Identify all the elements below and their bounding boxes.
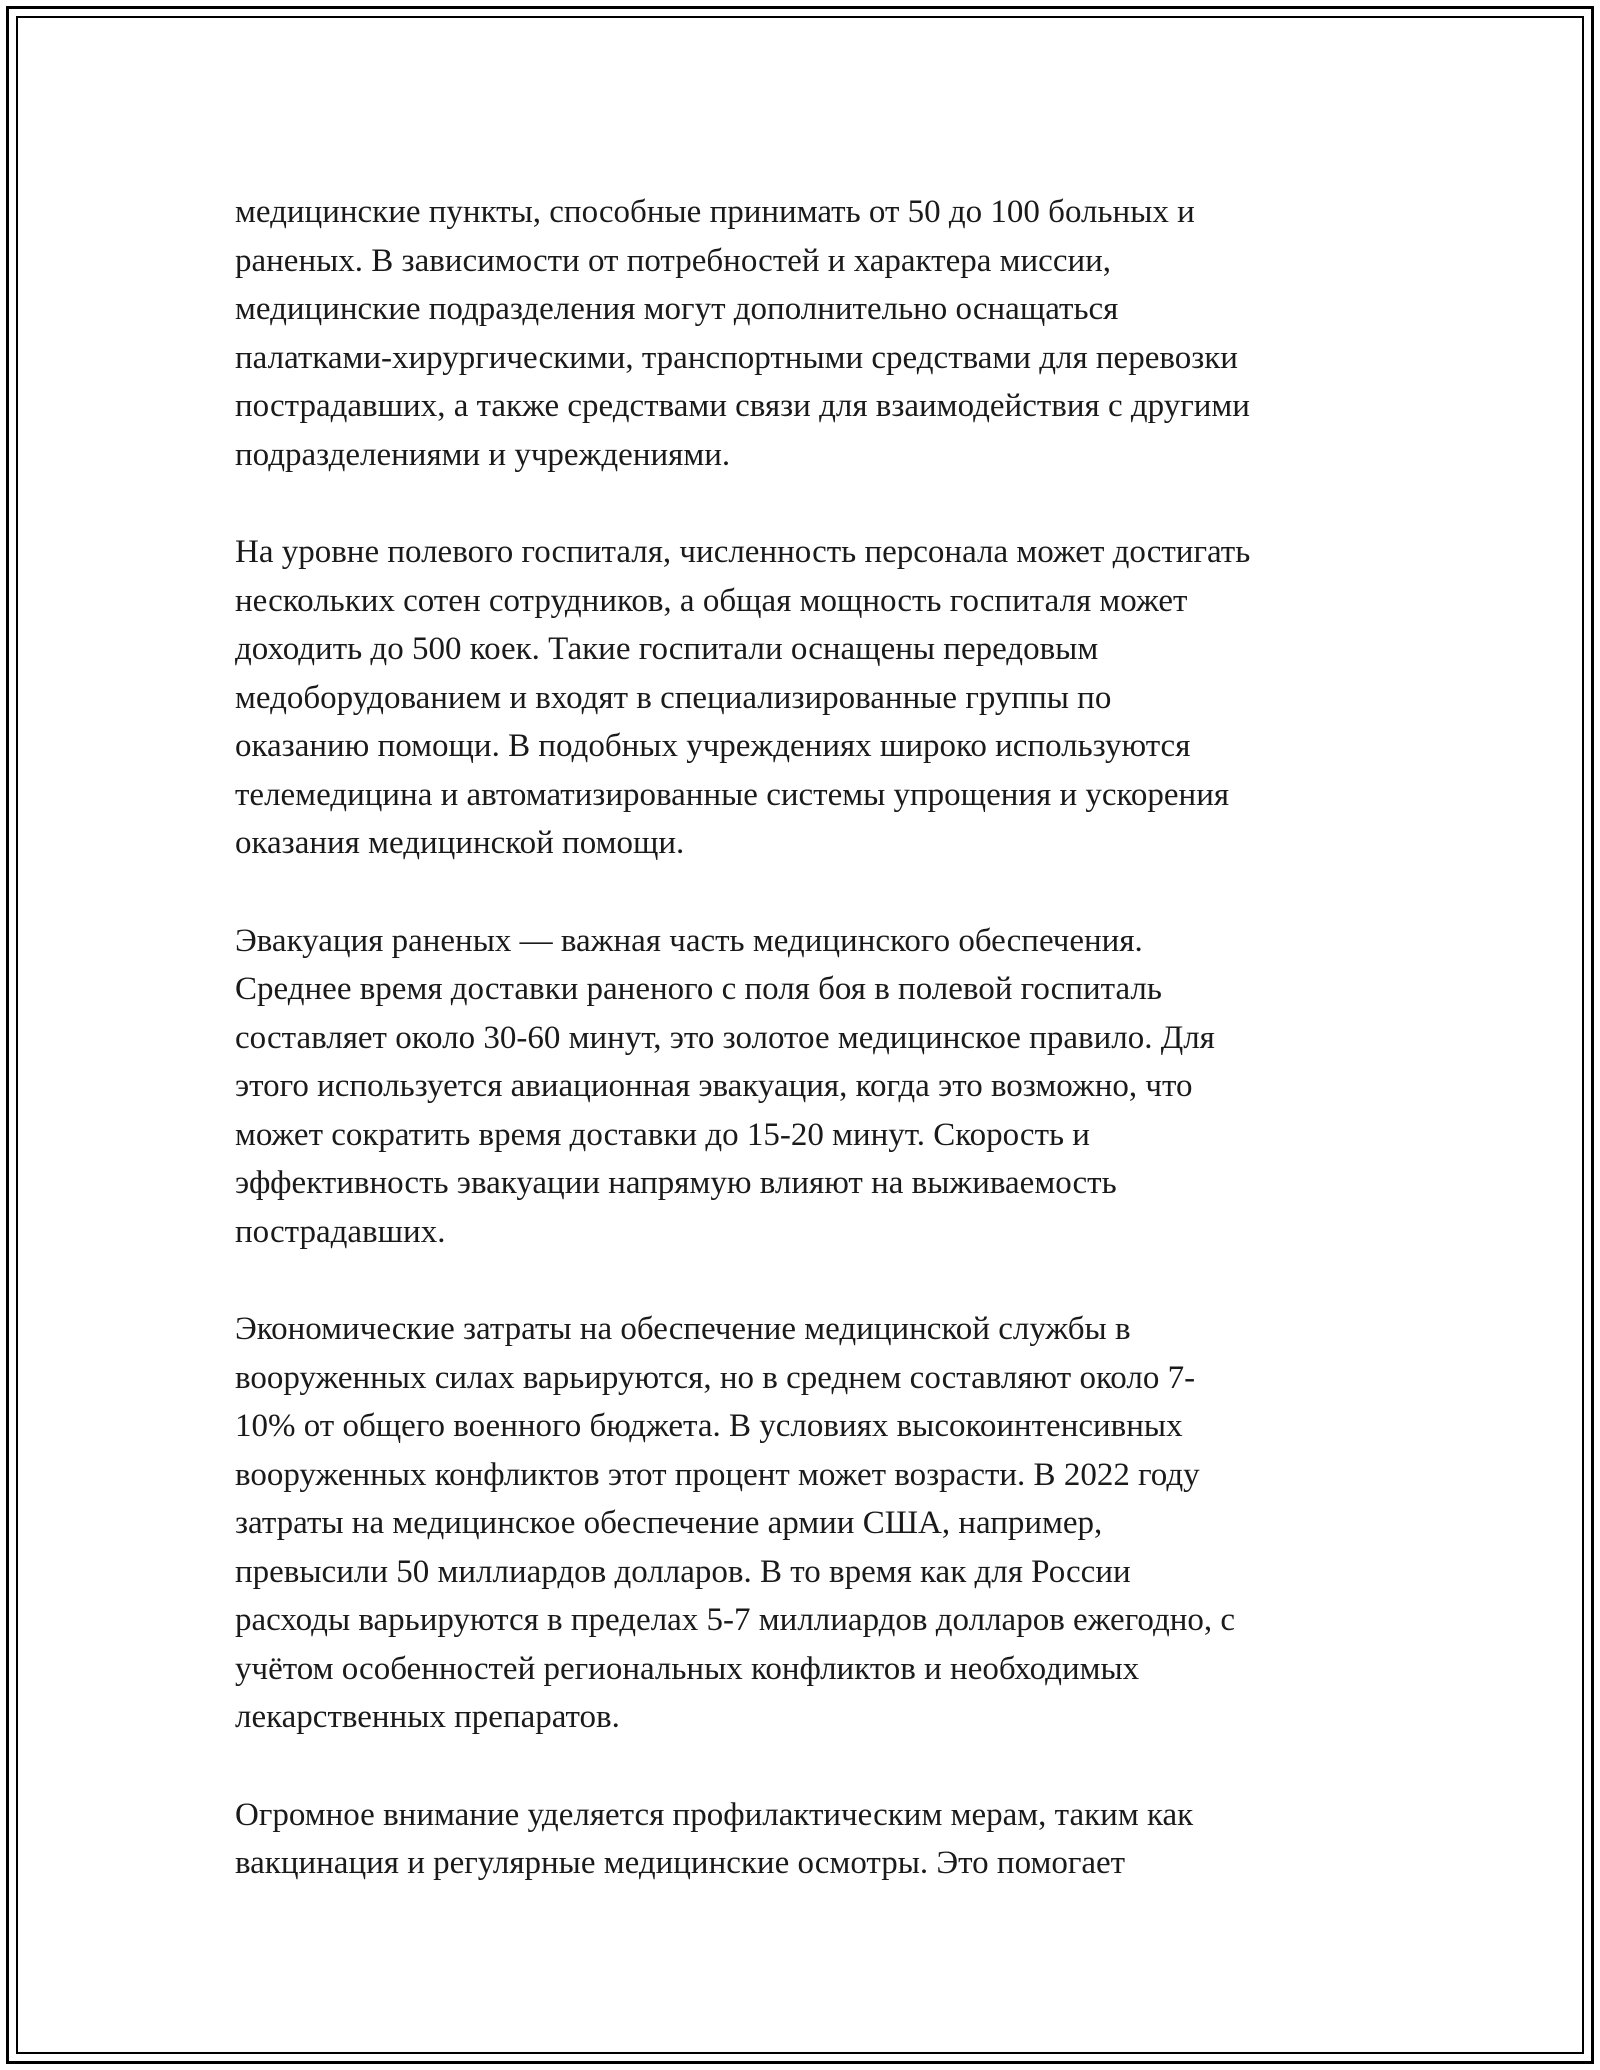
- text-line: нескольких сотен сотрудников, а общая мощность госпиталя может: [235, 582, 1188, 619]
- text-line: эффективность эвакуации напрямую влияют на выживаемость: [235, 1165, 1117, 1201]
- text-line: палатками-хирургическими, транспортными средствами для перевозки: [235, 339, 1238, 376]
- text-line: вооруженных конфликтов этот процент может возрасти. В 2022 году: [235, 1456, 1200, 1493]
- text-line: учётом особенностей региональных конфликтов и необходимых: [235, 1650, 1140, 1687]
- text-line: раненых. В зависимости от потребностей и характера миссии,: [235, 242, 1112, 279]
- text-line: лекарственных препаратов.: [235, 1699, 620, 1735]
- text-line: может сократить время доставки до 15-20 минут. Скорость и: [235, 1116, 1090, 1153]
- text-line: На уровне полевого госпиталя, численность персонала может достигать: [235, 534, 1251, 570]
- text-line: Среднее время доставки раненого с поля боя в полевой госпиталь: [235, 971, 1162, 1007]
- text-line: оказанию помощи. В подобных учреждениях широко используются: [235, 728, 1191, 764]
- paragraph-economic-costs: [235, 1305, 1385, 1742]
- text-line: вакцинация и регулярные медицинские осмотры. Это помогает: [235, 1845, 1126, 1881]
- paragraph-field-hospital: [235, 528, 1385, 868]
- paragraph-evacuation: [235, 917, 1385, 1257]
- text-line: оказания медицинской помощи.: [235, 825, 685, 861]
- text-line: этого используется авиационная эвакуация, когда это возможно, что: [235, 1068, 1193, 1104]
- text-line: подразделениями и учреждениями.: [235, 436, 731, 473]
- text-line: составляет около 30-60 минут, это золотое медицинское правило. Для: [235, 1019, 1215, 1056]
- text-line: медицинские пункты, способные принимать от 50 до 100 больных и: [235, 194, 1195, 230]
- text-line: пострадавших, а также средствами связи для взаимодействия с другими: [235, 388, 1250, 424]
- paragraph-prevention: [235, 1791, 1385, 1888]
- text-line: 10% от общего военного бюджета. В условиях высокоинтенсивных: [235, 1408, 1183, 1444]
- text-line: превысили 50 миллиардов долларов. В то время как для России: [235, 1553, 1131, 1590]
- paragraph-medical-points: [235, 188, 1385, 479]
- text-line: доходить до 500 коек. Такие госпитали оснащены передовым: [235, 631, 1099, 667]
- text-line: пострадавших.: [235, 1213, 446, 1250]
- text-line: медицинские подразделения могут дополнительно оснащаться: [235, 291, 1119, 327]
- text-line: телемедицина и автоматизированные системы упрощения и ускорения: [235, 776, 1230, 813]
- text-line: затраты на медицинское обеспечение армии США, например,: [235, 1505, 1103, 1541]
- text-line: вооруженных силах варьируются, но в среднем составляют около 7-: [235, 1359, 1196, 1396]
- document-body: [235, 188, 1385, 1937]
- text-line: Экономические затраты на обеспечение медицинской службы в: [235, 1311, 1131, 1347]
- text-line: Огромное внимание уделяется профилактическим мерам, таким как: [235, 1796, 1194, 1833]
- text-line: медоборудованием и входят в специализированные группы по: [235, 679, 1112, 716]
- text-line: Эвакуация раненых — важная часть медицинского обеспечения.: [235, 922, 1143, 959]
- text-line: расходы варьируются в пределах 5-7 миллиардов долларов ежегодно, с: [235, 1602, 1236, 1638]
